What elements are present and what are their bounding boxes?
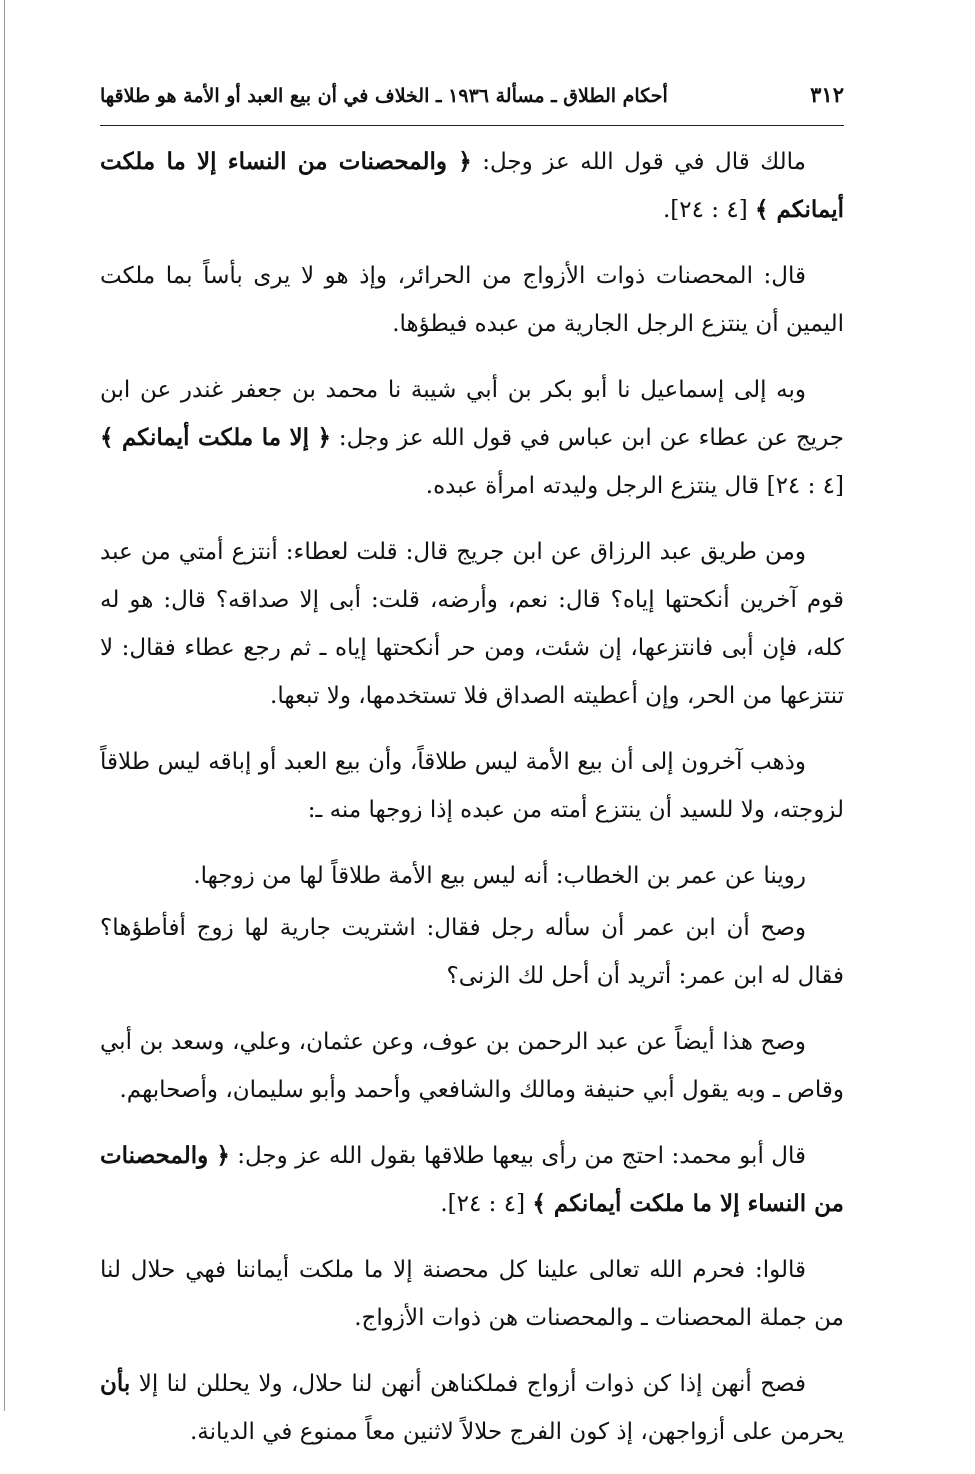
text-segment: فصح أنهن إذا كن ذوات أزواج فملكناهن أنهن لنا حلال، ولا يحللن لنا إلا <box>130 1371 806 1397</box>
paragraph <box>100 1132 844 1228</box>
paragraph <box>100 528 844 720</box>
text-segment: وصح أن ابن عمر أن سأله رجل فقال: اشتريت جارية لها زوج أفأطؤها؟ فقال له ابن عمر: أتريد أن أحل لك الزنى؟ <box>100 915 844 989</box>
page-edge-line <box>4 0 5 1411</box>
paragraph <box>100 366 844 510</box>
book-page <box>100 70 844 1474</box>
paragraph <box>100 1018 844 1114</box>
quran-quote: بأن <box>100 1370 131 1397</box>
paragraph <box>100 904 844 1000</box>
text-segment: [٤ : ٢٤]. <box>662 197 755 223</box>
quran-quote: ﴿ إلا ما ملكت أيمانكم ﴾ <box>100 424 332 451</box>
quran-quote: ﴿ والمحصنات من النساء إلا ما ملكت أيمانكم ﴾ <box>100 148 844 223</box>
paragraph <box>100 138 844 234</box>
paragraph <box>100 852 844 900</box>
page-header <box>100 70 844 126</box>
page-number: ٣١٢ <box>810 82 844 107</box>
paragraph <box>100 1360 844 1456</box>
text-segment: ومن طريق عبد الرزاق عن ابن جريج قال: قلت لعطاء: أنتزع أمتي من عبد قوم آخرين أنكحتها إياه؟ قال: نعم، وأرضه، قلت: أبى إلا صداقه؟ قال: هو له كله، فإن أبى فانتزعها، إن شئت، ومن حر أنكحتها إياه ـ ثم رجع عطاء فقال: لا تنتزعها من الحر، وإن أعطيته الصداق فلا تستخدمها، ولا تبعها. <box>100 539 844 709</box>
paragraph <box>100 738 844 834</box>
text-segment: قالوا: فحرم الله تعالى علينا كل محصنة إلا ما ملكت أيماننا فهي حلال لنا من جملة المحصنات ـ والمحصنات هن ذوات الأزواج. <box>100 1257 844 1331</box>
page-body <box>100 126 844 1456</box>
paragraph <box>100 1246 844 1342</box>
text-segment: وصح هذا أيضاً عن عبد الرحمن بن عوف، وعن عثمان، وعلي، وسعد بن أبي وقاص ـ وبه يقول أبي حنيفة ومالك والشافعي وأحمد وأبو سليمان، وأصحابهم. <box>100 1029 844 1103</box>
text-segment: وبه إلى إسماعيل نا أبو بكر بن أبي شيبة نا محمد بن جعفر غندر عن ابن جريج عن عطاء عن ابن عباس في قول الله عز وجل: <box>100 377 844 451</box>
paragraph <box>100 252 844 348</box>
text-segment: [٤ : ٢٤] قال ينتزع الرجل وليدته امرأة عبده. <box>425 473 844 499</box>
text-segment: قال: المحصنات ذوات الأزواج من الحرائر، وإذ هو لا يرى بأساً بما ملكت اليمين أن ينتزع الرجل الجارية من عبده فيطؤها. <box>100 263 844 337</box>
text-segment: مالك قال في قول الله عز وجل: <box>471 149 806 175</box>
running-title: أحكام الطلاق ـ مسألة ١٩٣٦ ـ الخلاف في أن بيع العبد أو الأمة هو طلاقها <box>100 85 668 107</box>
text-segment: روينا عن عمر بن الخطاب: أنه ليس بيع الأمة طلاقاً لها من زوجها. <box>193 863 806 889</box>
text-segment: قال أبو محمد: احتج من رأى بيعها طلاقها بقول الله عز وجل: <box>229 1143 806 1169</box>
text-segment: وذهب آخرون إلى أن بيع الأمة ليس طلاقاً، وأن بيع العبد أو إباقه ليس طلاقاً لزوجته، ولا للسيد أن ينتزع أمته من عبده إذا زوجها منه ـ: <box>100 749 844 823</box>
quran-quote: ﴿ والمحصنات من النساء إلا ما ملكت أيمانكم ﴾ <box>100 1142 844 1217</box>
text-segment: [٤ : ٢٤]. <box>440 1191 533 1217</box>
text-segment: يحرمن على أزواجهن، إذ كون الفرج حلالاً لاثنين معاً ممنوع في الديانة. <box>189 1419 844 1445</box>
